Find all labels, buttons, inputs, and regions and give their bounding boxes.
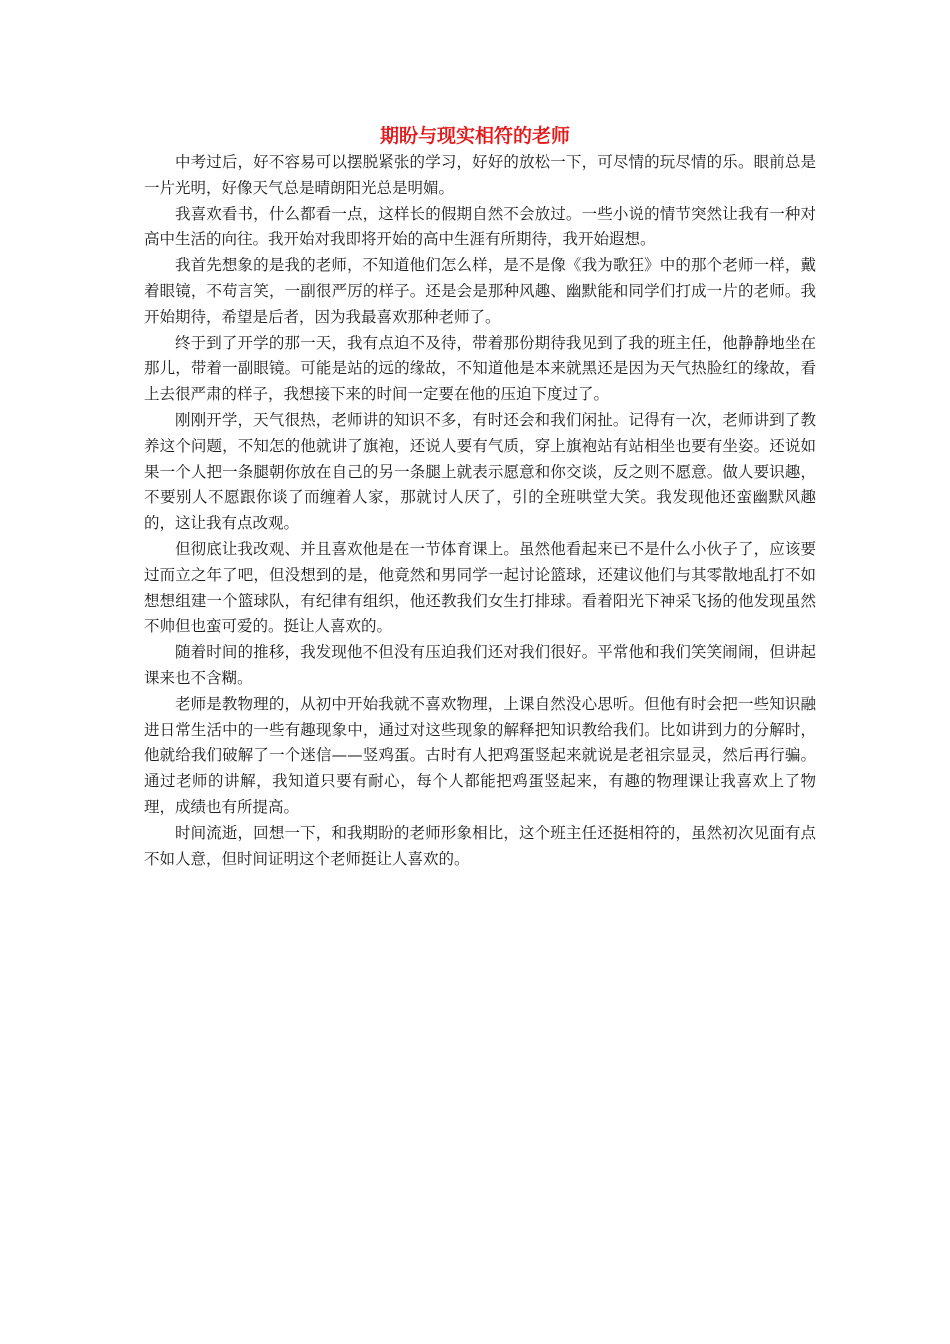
paragraph-7: 随着时间的推移，我发现他不但没有压迫我们还对我们很好。平常他和我们笑笑闹闹，但讲起课来也不含糊。 bbox=[144, 643, 816, 687]
paragraph-5: 刚刚开学，天气很热，老师讲的知识不多，有时还会和我们闲扯。记得有一次，老师讲到了教养这个问题，不知怎的他就讲了旗袍，还说人要有气质，穿上旗袍站有站相坐也要有坐姿。还说如果一个人把一条腿朝你放在自己的另一条腿上就表示愿意和你交谈，反之则不愿意。做人要识趣，不要别人不愿跟你谈了而缠着人家，那就讨人厌了，引的全班哄堂大笑。我发现他还蛮幽默风趣的，这让我有点改观。 bbox=[144, 410, 816, 533]
paragraph-8: 老师是教物理的，从初中开始我就不喜欢物理，上课自然没心思听。但他有时会把一些知识融进日常生活中的一些有趣现象中，通过对这些现象的解释把知识教给我们。比如讲到力的分解时，他就给我们破解了一个迷信——竖鸡蛋。古时有人把鸡蛋竖起来就说是老祖宗显灵，然后再行骗。通过老师的讲解，我知道只要有耐心，每个人都能把鸡蛋竖起来，有趣的物理课让我喜欢上了物理，成绩也有所提高。 bbox=[144, 694, 816, 816]
paragraph-6: 但彻底让我改观、并且喜欢他是在一节体育课上。虽然他看起来已不是什么小伙子了，应该要过而立之年了吧，但没想到的是，他竟然和男同学一起讨论篮球，还建议他们与其零散地乱打不如想想组建一个篮球队，有纪律有组织，他还教我们女生打排球。看着阳光下神采飞扬的他发现虽然不帅但也蛮可爱的。挺让人喜欢的。 bbox=[144, 539, 816, 636]
paragraph-3: 我首先想象的是我的老师，不知道他们怎么样，是不是像《我为歌狂》中的那个老师一样，戴着眼镜，不苟言笑，一副很严厉的样子。还是会是那种风趣、幽默能和同学们打成一片的老师。我开始期待，希望是后者，因为我最喜欢那种老师了。 bbox=[144, 256, 816, 326]
paragraph-1: 中考过后，好不容易可以摆脱紧张的学习，好好的放松一下，可尽情的玩尽情的乐。眼前总是一片光明，好像天气总是晴朗阳光总是明媚。 bbox=[144, 153, 816, 197]
paragraph-9: 时间流逝，回想一下，和我期盼的老师形象相比，这个班主任还挺相符的，虽然初次见面有点不如人意，但时间证明这个老师挺让人喜欢的。 bbox=[144, 823, 816, 868]
paragraph-4: 终于到了开学的那一天，我有点迫不及待，带着那份期待我见到了我的班主任，他静静地坐在那儿，带着一副眼镜。可能是站的远的缘故，不知道他是本来就黑还是因为天气热脸红的缘故，看上去很严肃的样子，我想接下来的时间一定要在他的压迫下度过了。 bbox=[144, 333, 816, 404]
paragraph-2: 我喜欢看书，什么都看一点，这样长的假期自然不会放过。一些小说的情节突然让我有一种对高中生活的向往。我开始对我即将开始的高中生涯有所期待，我开始遐想。 bbox=[144, 204, 816, 249]
document-body bbox=[144, 150, 816, 872]
document-title: 期盼与现实相符的老师 bbox=[379, 125, 570, 147]
